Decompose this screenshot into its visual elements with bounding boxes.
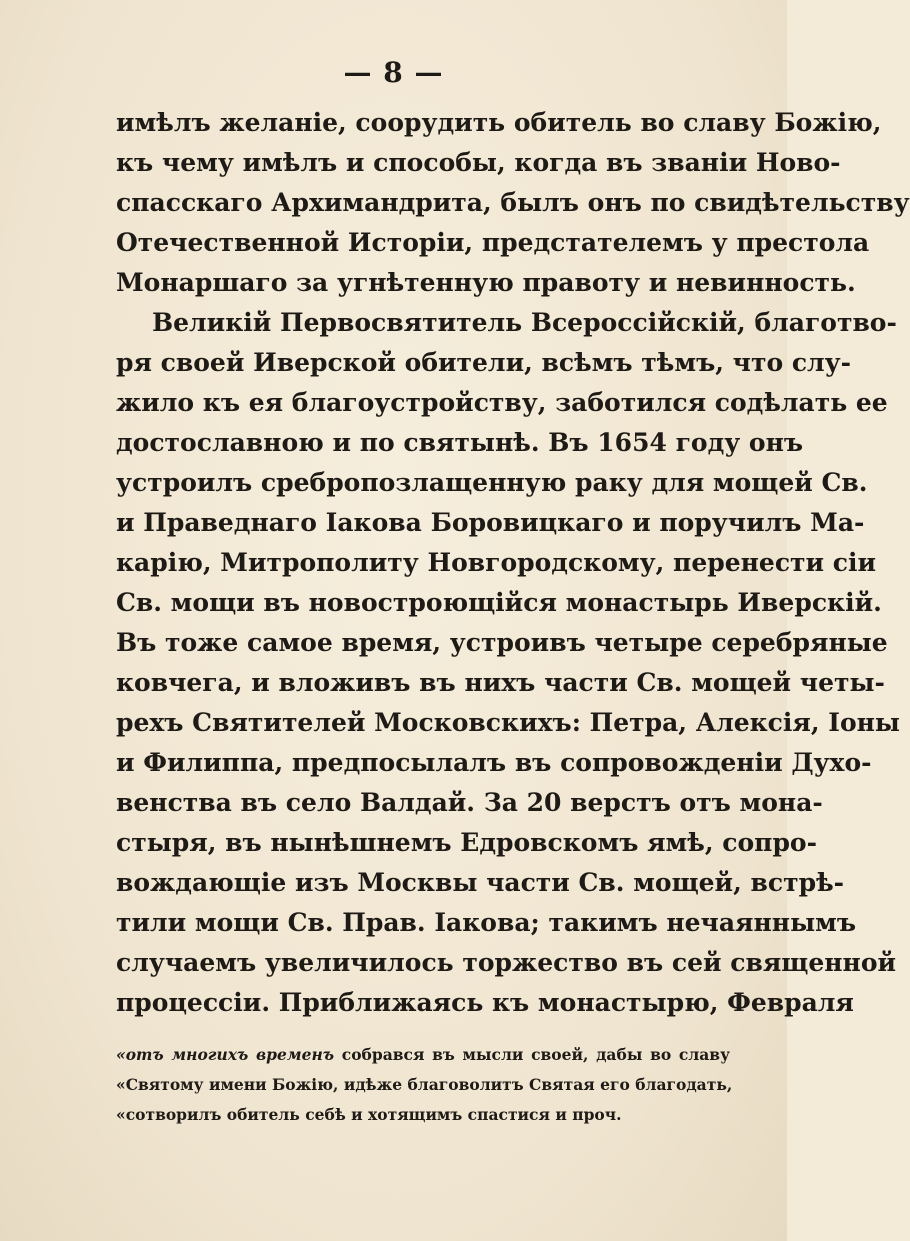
text-line: къ чему имѣлъ и способы, когда въ званіи Ново- [116,148,841,177]
text-line: устроилъ сребропозлащенную раку для мощей Св. [116,468,868,497]
text-line: Св. мощи въ новостроющійся монастырь Иверскій. [116,588,882,617]
text-line: венства въ село Валдай. За 20 верстъ отъ мона- [116,788,823,817]
footnote [116,1040,733,1130]
text-line: достославною и по святынѣ. Въ 1654 году онъ [116,428,804,457]
page-number: — 8 — [343,56,444,89]
footnote-line [116,1040,730,1070]
text-line: спасскаго Архимандрита, былъ онъ по свидѣтельству [116,188,910,217]
text-line: ря своей Иверской обители, всѣмъ тѣмъ, что слу- [116,348,852,377]
main-text [116,103,910,1023]
text-line: стыря, въ нынѣшнемъ Едровскомъ ямѣ, сопро- [116,828,817,857]
text-line: карію, Митрополиту Новгородскому, перенести сіи [116,548,877,577]
text-line: процессіи. Приближаясь къ монастырю, Февраля [116,988,854,1017]
text-line: Отечественной Исторіи, предстателемъ у престола [116,228,870,257]
text-line: жило къ ея благоустройству, заботился содѣлать ее [116,388,888,417]
text-line: и Филиппа, предпосылалъ въ сопровожденіи Духо- [116,748,872,777]
text-line: ковчега, и вложивъ въ нихъ части Св. мощей четы- [116,668,885,697]
text-line: тили мощи Св. Прав. Іакова; такимъ нечаяннымъ [116,908,857,937]
text-line: Великій Первосвятитель Всероссійскій, благотво- [152,308,897,337]
text-line: Монаршаго за угнѣтенную правоту и невинность. [116,268,856,297]
footnote-line: «Святому имени Божію, идѣже благоволитъ Святая его благодать, [116,1075,733,1094]
text-line: рехъ Святителей Московскихъ: Петра, Алексія, Іоны [116,708,900,737]
footnote-text: собрався въ мысли своей, дабы во славу [334,1045,730,1064]
text-line: имѣлъ желаніе, соорудить обитель во славу Божію, [116,108,882,137]
text-line: случаемъ увеличилось торжество въ сей священной [116,948,897,977]
text-line: Въ тоже самое время, устроивъ четыре серебряные [116,628,888,657]
text-line: вождающіе изъ Москвы части Св. мощей, встрѣ- [116,868,845,897]
footnote-line: «сотворилъ обитель себѣ и хотящимъ спастися и проч. [116,1105,622,1124]
text-line: и Праведнаго Іакова Боровицкаго и поручилъ Ма- [116,508,865,537]
footnote-italic-phrase: «отъ многихъ временъ [116,1045,335,1064]
